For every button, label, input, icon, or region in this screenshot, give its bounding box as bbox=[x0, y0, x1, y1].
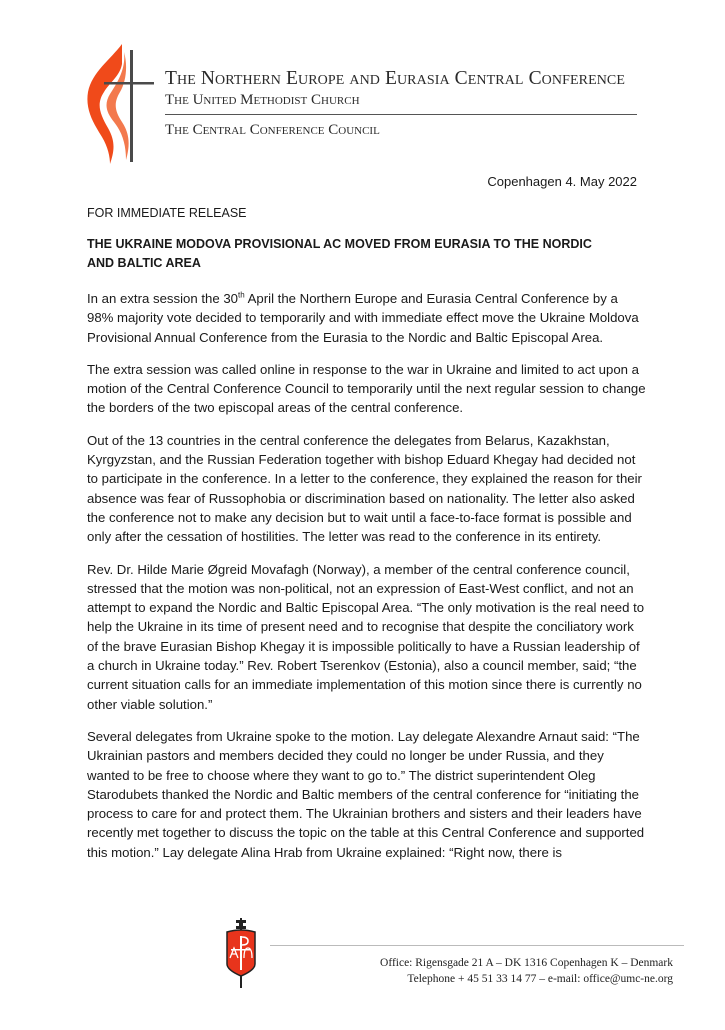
paragraph: Several delegates from Ukraine spoke to the motion. Lay delegate Alexandre Arnaut said: “The Ukrainian pastors and members decided they could no longer be under Russia, and they wanted to be free to choose where they want to go to.” The district superintendent Oleg Starodubets thanked the Nordic and Baltic members of the central conference for “initiating the process to care for and protect them. The Ukrainian brothers and sisters and their leaders have recently met together to discuss the topic on the table at this Central Conference and supported this motion.” Lay delegate Alina Hrab from Ukraine explained: “Right now, there is bbox=[87, 728, 645, 860]
paragraph-text: In an extra session the 30 bbox=[87, 291, 239, 306]
organization-title: The Northern Europe and Eurasia Central Conference bbox=[165, 68, 626, 89]
church-name: The United Methodist Church bbox=[165, 92, 360, 108]
paragraph: Out of the 13 countries in the central conference the delegates from Belarus, Kazakhstan, Kyrgyzstan, and the Russian Federation together with bishop Eduard Khegay had decided not to participate in the conference. In a letter to the conference, they explained the reason for their absence was fear of Russophobia or discrimination based on nationality. The letter also asked the conference not to make any decision but to wait until a face-to-face format is possible and only after the cessation of hostilities. The letter was read to the conference in its entirety. bbox=[87, 432, 642, 545]
headline: THE UKRAINE MODOVA PROVISIONAL AC MOVED FROM EURASIA TO THE NORDIC AND BALTIC AREA bbox=[87, 237, 592, 270]
header-divider bbox=[165, 114, 637, 115]
footer-contact bbox=[380, 955, 673, 987]
article-body bbox=[87, 289, 647, 875]
paragraph: Rev. Dr. Hilde Marie Øgreid Movafagh (Norway), a member of the central conference council, stressed that the motion was non-political, not an expression of East-West conflict, and not an attempt to expand the Nordic and Baltic Episcopal Area. “The only motivation is the real need to help the Ukraine in its time of present need and to recognise that despite the conciliatory work of the brave Eurasian Bishop Khegay it is impossible politically to have a Russian leadership of a church in Ukraine today.” Rev. Robert Tserenkov (Estonia), also a council member, said; “the current situation calls for an immediate implementation of this motion since there is currently no other viable solution.” bbox=[87, 561, 645, 712]
footer-divider bbox=[270, 945, 684, 946]
chi-rho-shield-icon bbox=[223, 918, 259, 988]
release-label: FOR IMMEDIATE RELEASE bbox=[87, 206, 247, 220]
paragraph bbox=[87, 289, 647, 347]
paragraph: The extra session was called online in response to the war in Ukraine and limited to act upon a motion of the Central Conference Council to temporarily until the next regular session to change the borders of the two episcopal areas of the central conference. bbox=[87, 361, 646, 416]
council-name: The Central Conference Council bbox=[165, 122, 380, 138]
office-address: Office: Rigensgade 21 A – DK 1316 Copenhagen K – Denmark bbox=[380, 957, 673, 969]
phone-email: Telephone + 45 51 33 14 77 – e-mail: office@umc-ne.org bbox=[407, 973, 673, 985]
cross-and-flame-icon bbox=[80, 42, 155, 167]
ordinal-suffix: th bbox=[238, 290, 245, 300]
dateline: Copenhagen 4. May 2022 bbox=[487, 174, 637, 189]
paragraph-text: April the Northern Europe and Eurasia Central Conference by a 98% majority vote decided to temporarily and with immediate effect move the Ukraine Moldova Provisional Annual Conference from the Eurasia to the Nordic and Baltic Episcopal Area. bbox=[87, 291, 639, 345]
